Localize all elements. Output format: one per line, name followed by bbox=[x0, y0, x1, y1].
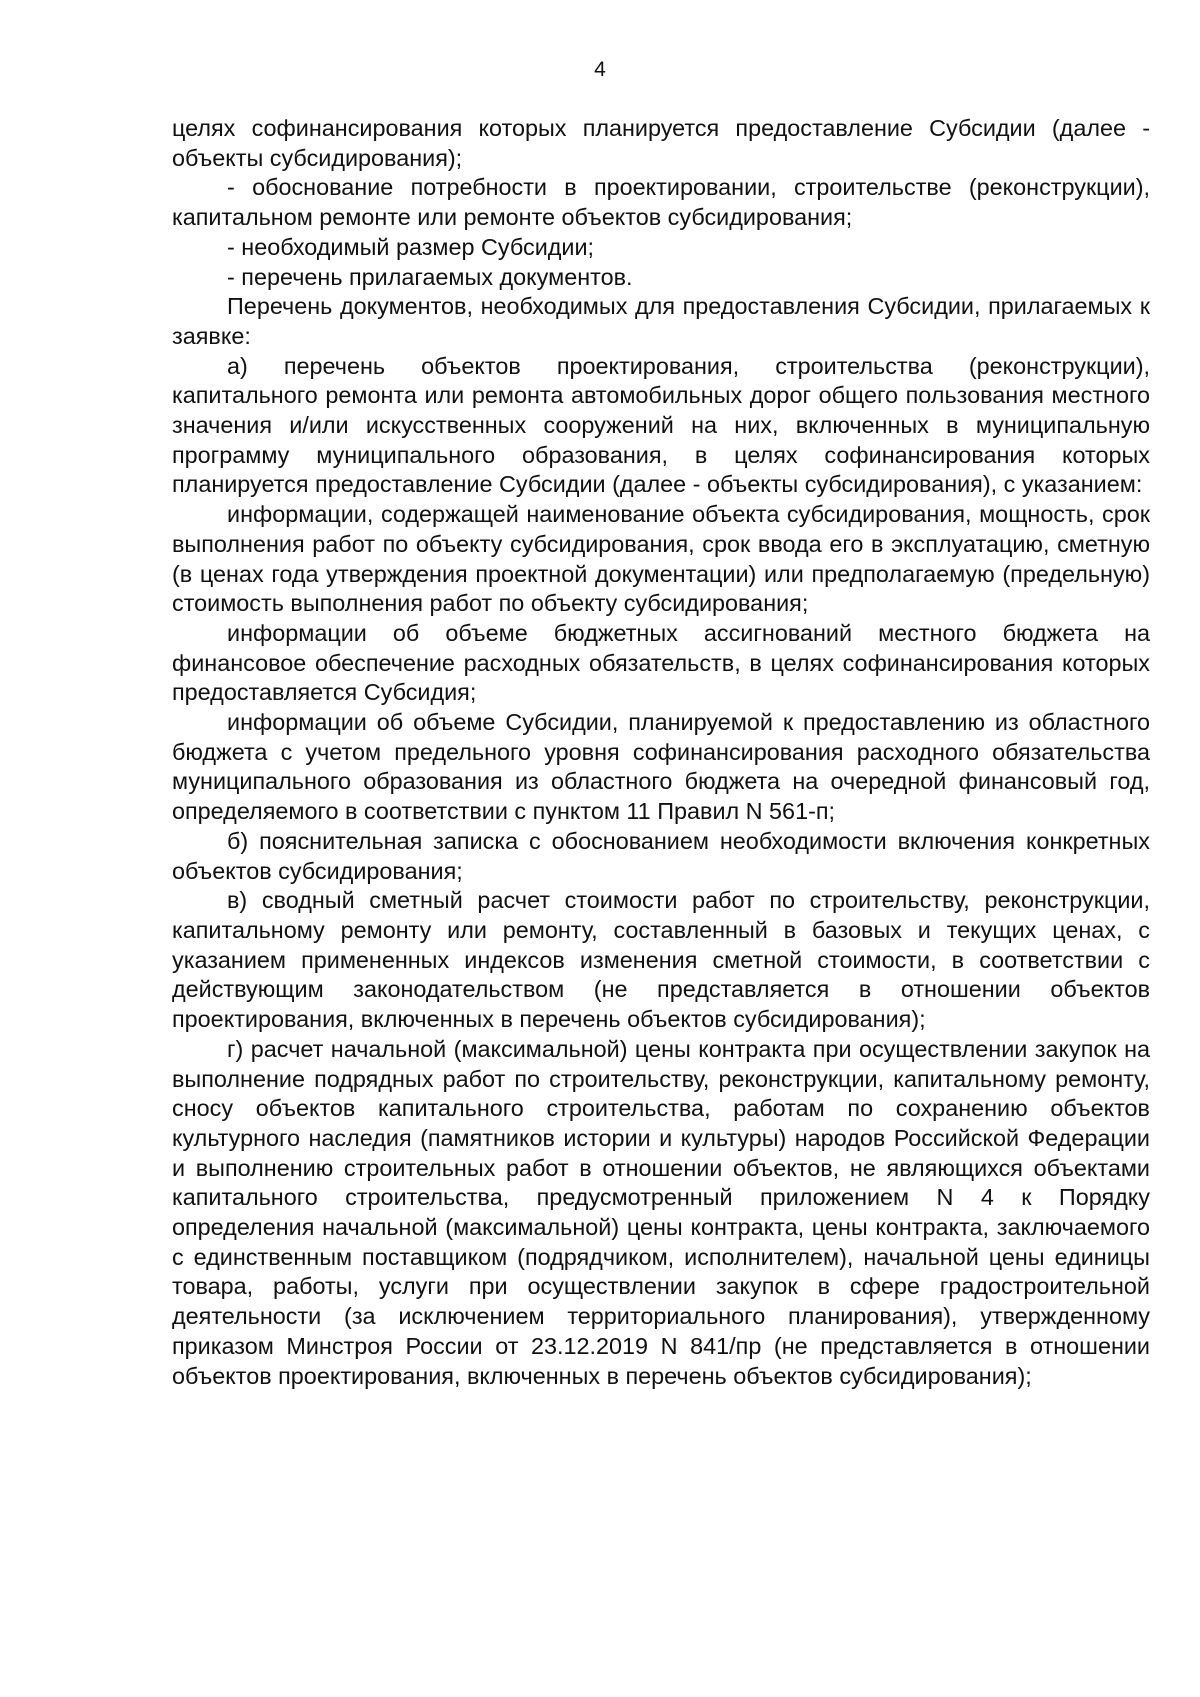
paragraph: целях софинансирования которых планируется предоставление Субсидии (далее - объекты субсидирования); bbox=[172, 115, 1150, 171]
page-number: 4 bbox=[594, 58, 606, 81]
paragraph: - перечень прилагаемых документов. bbox=[227, 263, 633, 290]
paragraph: г) расчет начальной (максимальной) цены контракта при осуществлении закупок на выполнение подрядных работ по строительству, реконструкции, капитальному ремонту, сносу объектов капитального строительства, работам по сохранению объектов культурного наследия (памятников истории и культуры) народов Российской Федерации и выполнению строительных работ в отношении объектов, не являющихся объектами капитального строительства, предусмотренный приложением N 4 к Порядку определения начальной (максимальной) цены контракта, цены контракта, заключаемого с единственным поставщиком (подрядчиком, исполнителем), начальной цены единицы товара, работы, услуги при осуществлении закупок в сфере градостроительной деятельности (за исключением территориального планирования), утвержденному приказом Минстроя России от 23.12.2019 N 841/пр (не представляется в отношении объектов проектирования, включенных в перечень объектов субсидирования); bbox=[172, 1035, 1150, 1389]
paragraph: в) сводный сметный расчет стоимости работ по строительству, реконструкции, капитальному ремонту или ремонту, составленный в базовых и текущих ценах, с указанием примененных индексов изменения сметной стоимости, в соответствии с действующим законодательством (не представляется в отношении объектов проектирования, включенных в перечень объектов субсидирования); bbox=[172, 887, 1150, 1033]
paragraph: - необходимый размер Субсидии; bbox=[227, 233, 595, 260]
paragraph: а) перечень объектов проектирования, строительства (реконструкции), капитального ремонта или ремонта автомобильных дорог общего пользования местного значения и/или искусственных сооружений на них, включенных в муниципальную программу муниципального образования, в целях софинансирования которых планируется предоставление Субсидии (далее - объекты субсидирования), с указанием: bbox=[172, 352, 1150, 498]
paragraph: б) пояснительная записка с обоснованием необходимости включения конкретных объектов субсидирования; bbox=[172, 827, 1150, 884]
paragraph: - обоснование потребности в проектировании, строительстве (реконструкции), капитальном ремонте или ремонте объектов субсидирования; bbox=[172, 174, 1150, 231]
paragraph: информации об объеме Субсидии, планируемой к предоставлению из областного бюджета с учетом предельного уровня софинансирования расходного обязательства муниципального образования из областного бюджета на очередной финансовый год, определяемого в соответствии с пунктом 11 Правил N 561-п; bbox=[172, 709, 1150, 825]
paragraph: информации об объеме бюджетных ассигнований местного бюджета на финансовое обеспечение расходных обязательств, в целях софинансирования которых предоставляется Субсидия; bbox=[172, 619, 1150, 706]
paragraph: Перечень документов, необходимых для предоставления Субсидии, прилагаемых к заявке: bbox=[172, 293, 1150, 349]
paragraph: информации, содержащей наименование объекта субсидирования, мощность, срок выполнения работ по объекту субсидирования, срок ввода его в эксплуатацию, сметную (в ценах года утверждения проектной документации) или предполагаемую (предельную) стоимость выполнения работ по объекту субсидирования; bbox=[172, 501, 1150, 617]
document-body bbox=[172, 114, 1150, 1391]
